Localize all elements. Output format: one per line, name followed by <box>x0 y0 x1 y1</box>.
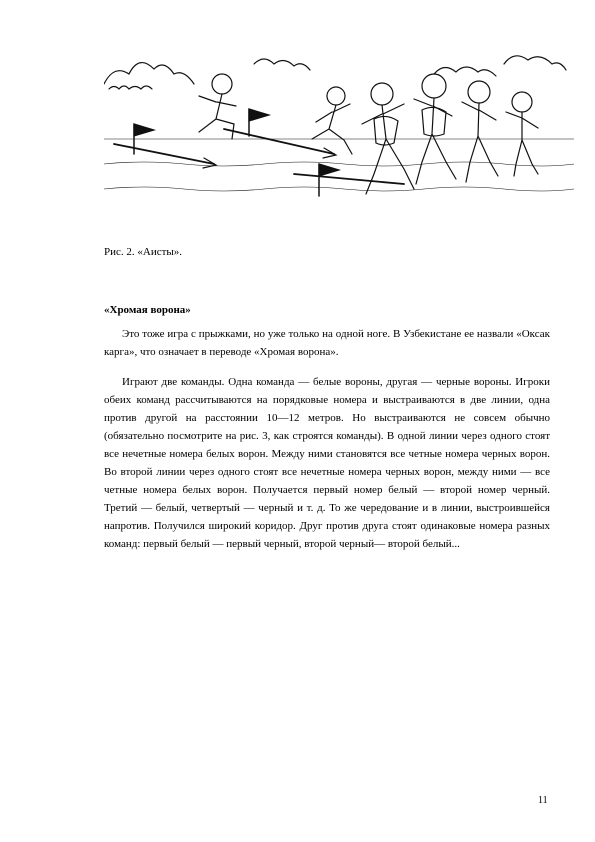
section-title: «Хромая ворона» <box>104 304 191 316</box>
paragraph-1 <box>104 325 550 361</box>
paragraph-1-text: Это тоже игра с прыжками, но уже только на одной ноге. В Узбекистане ее назвали «Оксак карга», что означает в переводе «Хромая ворона». <box>104 328 550 358</box>
figure-caption: Рис. 2. «Аисты». <box>104 246 183 258</box>
paragraph-2-text: Играют две команды. Одна команда — белые вороны, другая — черные вороны. Игроки обеих команд рассчитываются на порядковые номера и выстраиваются в две линии, одна против другой на расстоянии 10—12 метров. Но выстраиваются не совсем обычно (обязательно посмотрите на рис. 3, как строятся команды). В одной линии через одного стоят все нечетные номера белых ворон. Между ними становятся все четные номера черных ворон. Во второй линии через одного стоят все нечетные номера черных ворон, между ними — все четные номера белых ворон. Получается первый номер белый — второй номер черный. Третий — белый, четвертый — черный и т. д. То же чередование и в линии, выстроившейся напротив. Получился широкий коридор. Друг против друга стоят одинаковые номера разных команд: первый белый — первый черный, второй черный— второй белый... <box>104 376 550 550</box>
page-number: 11 <box>538 795 548 806</box>
storks-game-illustration <box>104 44 574 212</box>
paragraph-2 <box>104 373 550 553</box>
